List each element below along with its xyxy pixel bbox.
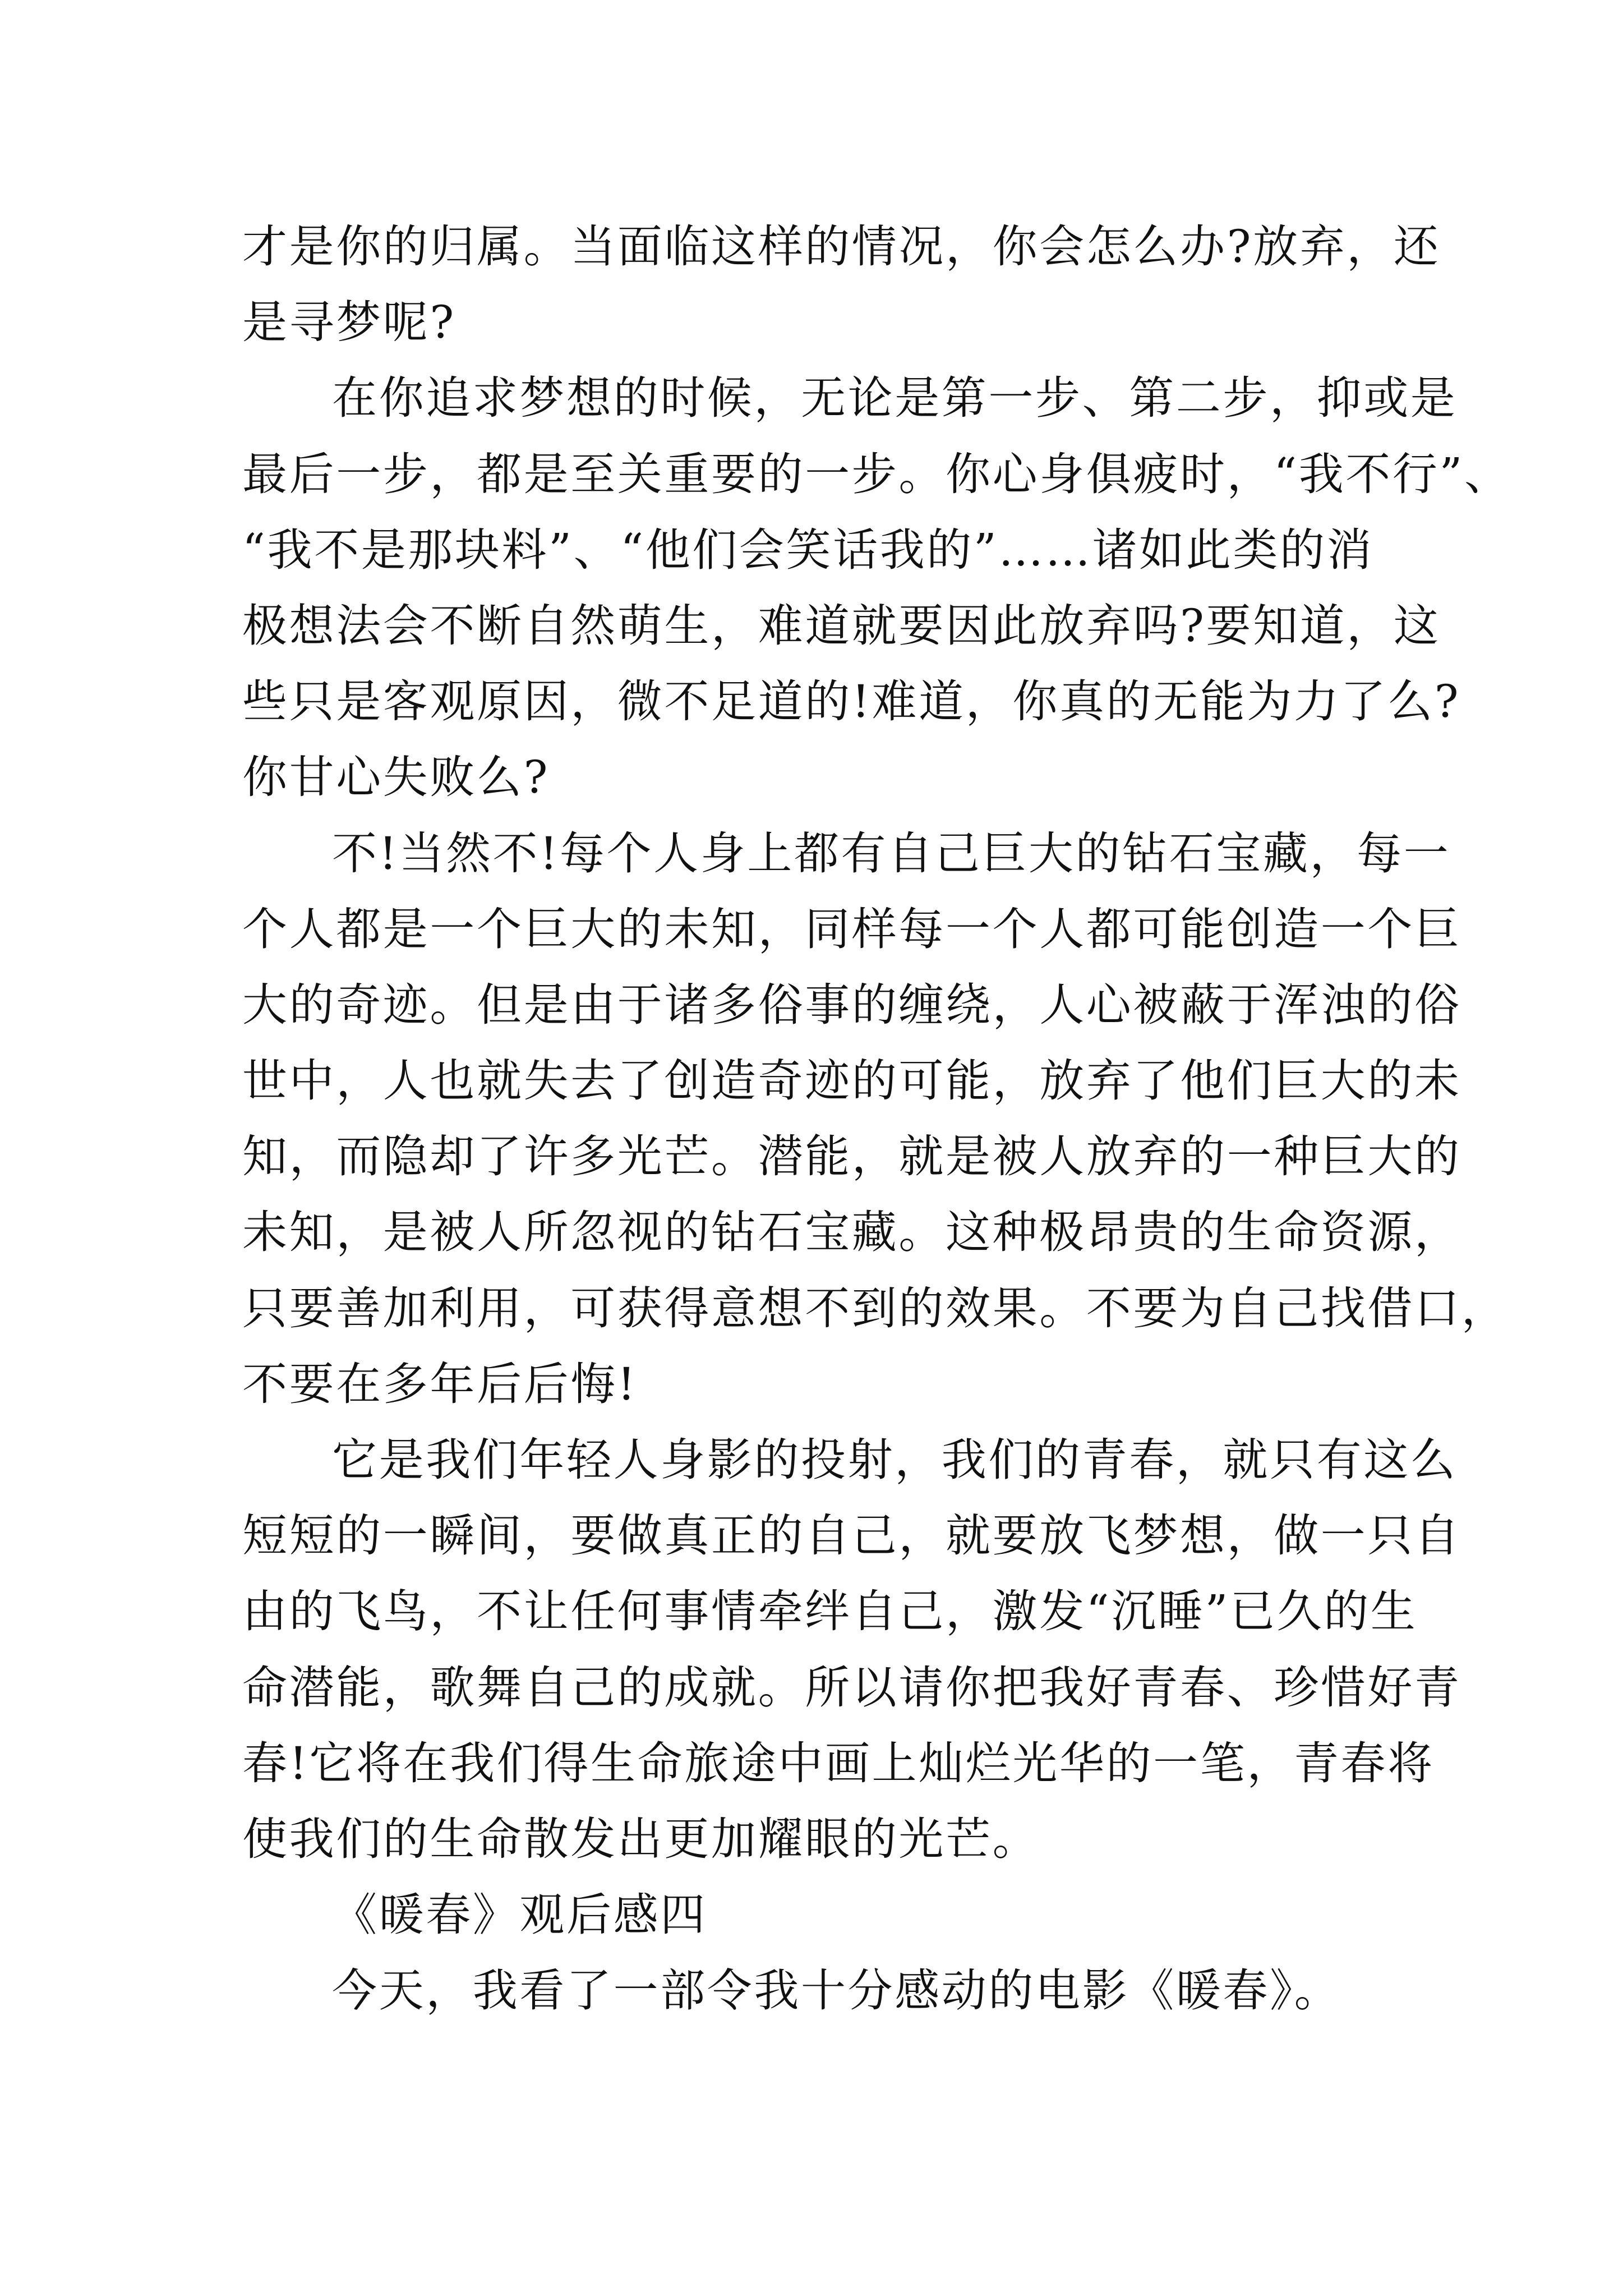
text-line: 最后一步，都是至关重要的一步。你心身俱疲时，“我不行”、 [242, 448, 1511, 500]
paragraph-first-line: 在你追求梦想的时候，无论是第一步、第二步，抑或是 [332, 372, 1458, 425]
text-line: 才是你的归属。当面临这样的情况，你会怎么办?放弃，还 [242, 220, 1441, 273]
text-line: 命潜能，歌舞自己的成就。所以请你把我好青春、珍惜好青 [242, 1661, 1461, 1714]
text-line: 些只是客观原因，微不足道的!难道，你真的无能为力了么? [242, 675, 1461, 728]
text-line: 知，而隐却了许多光芒。潜能，就是被人放弃的一种巨大的 [242, 1130, 1461, 1183]
text-line: 只要善加利用，可获得意想不到的效果。不要为自己找借口， [242, 1282, 1509, 1335]
paragraph-first-line: 今天，我看了一部令我十分感动的电影《暖春》。 [332, 1964, 1341, 2017]
text-line: 你甘心失败么? [242, 751, 550, 804]
text-line: 极想法会不断自然萌生，难道就要因此放弃吗?要知道，这 [242, 599, 1441, 652]
text-line: 不要在多年后后悔! [242, 1358, 638, 1410]
text-line: “我不是那块料”、“他们会笑话我的”……诸如此类的消 [242, 523, 1374, 576]
text-line: 世中，人也就失去了创造奇迹的可能，放弃了他们巨大的未 [242, 1055, 1461, 1107]
text-line: 短短的一瞬间，要做真正的自己，就要放飞梦想，做一只自 [242, 1510, 1461, 1562]
text-line: 是寻梦呢? [242, 296, 456, 349]
paragraph-first-line: 它是我们年轻人身影的投射，我们的青春，就只有这么 [332, 1434, 1458, 1486]
text-line: 大的奇迹。但是由于诸多俗事的缠绕，人心被蔽于浑浊的俗 [242, 978, 1461, 1031]
text-line: 由的飞鸟，不让任何事情牵绊自己，激发“沉睡”已久的生 [242, 1585, 1418, 1638]
document-body [242, 209, 1511, 2029]
text-line: 未知，是被人所忽视的钻石宝藏。这种极昂贵的生命资源， [242, 1206, 1461, 1259]
text-line: 个人都是一个巨大的未知，同样每一个人都可能创造一个巨 [242, 903, 1461, 955]
paragraph-first-line: 不!当然不!每个人身上都有自己巨大的钻石宝藏，每一 [332, 827, 1451, 880]
paragraph-first-line: 《暖春》观后感四 [332, 1889, 707, 1941]
text-line: 使我们的生命散发出更加耀眼的光芒。 [242, 1812, 1040, 1865]
text-line: 春!它将在我们得生命旅途中画上灿烂光华的一笔，青春将 [242, 1737, 1435, 1789]
